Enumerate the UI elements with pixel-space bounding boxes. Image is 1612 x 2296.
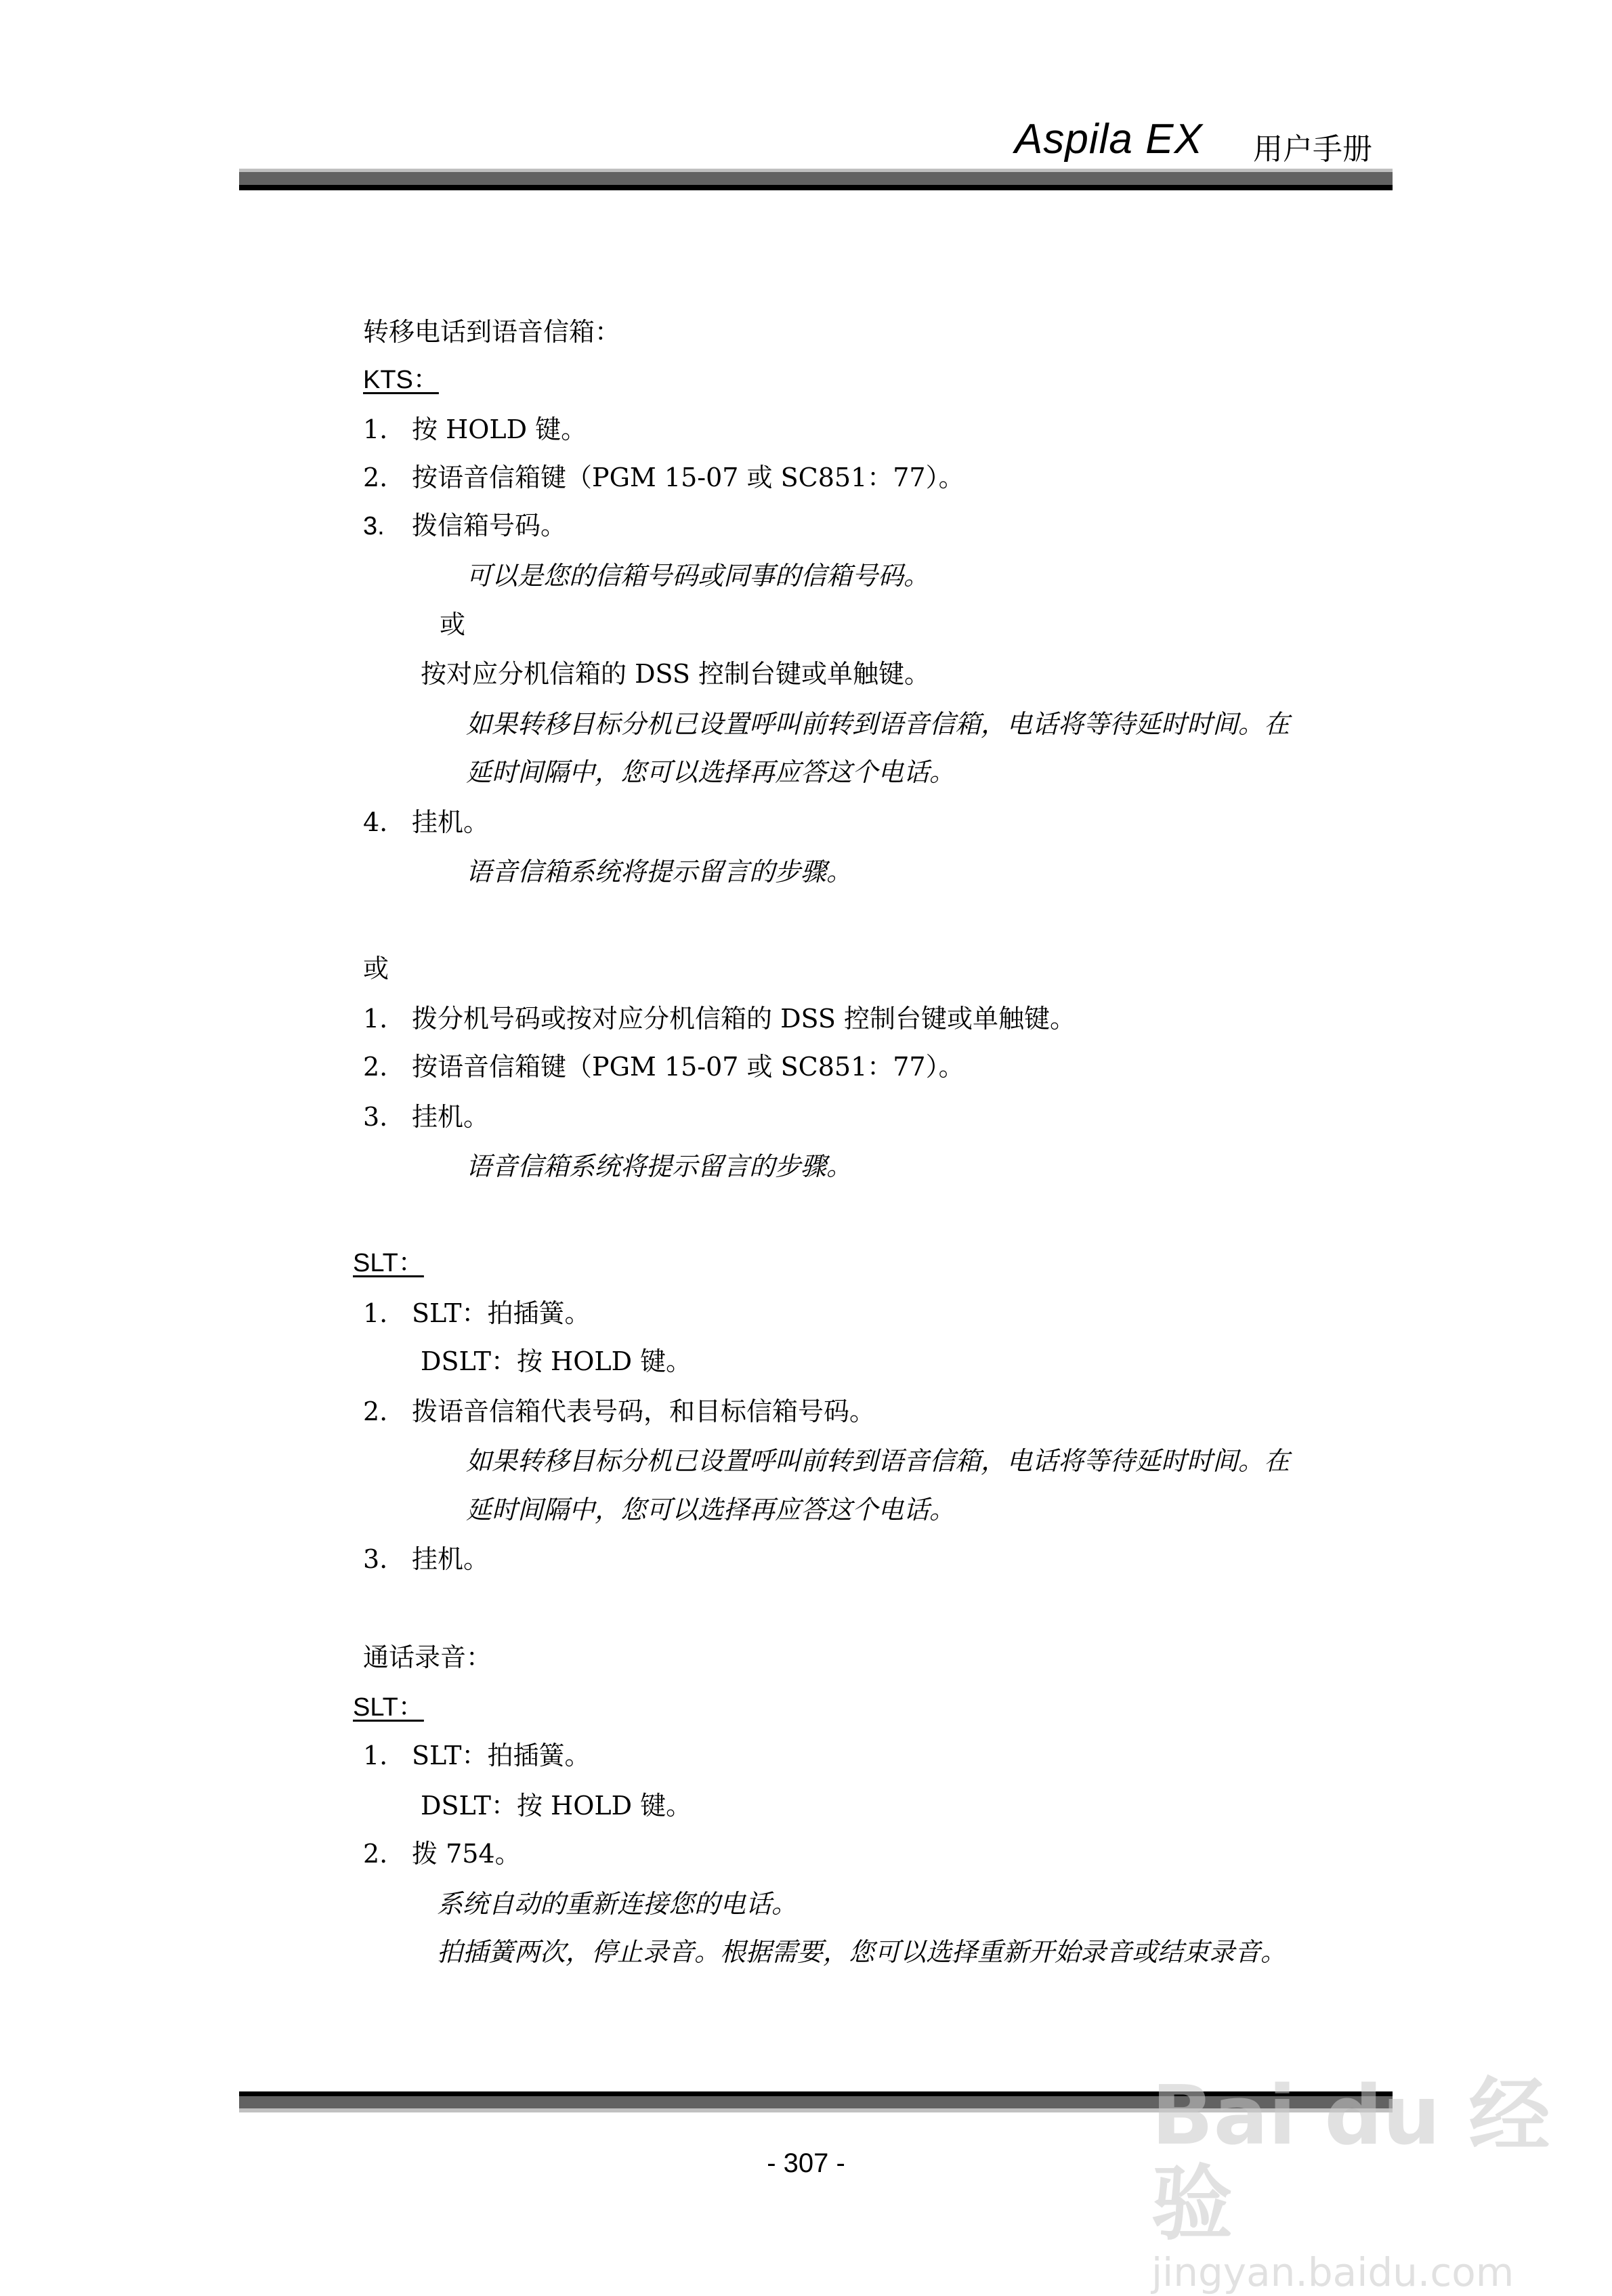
- manual-subtitle: 用户手册: [1253, 133, 1372, 166]
- step-number: 2.: [363, 1839, 388, 1869]
- or-text: 或: [363, 954, 389, 983]
- step-text: 挂机。: [412, 1544, 490, 1574]
- step-note: 延时间隔中，您可以选择再应答这个电话。: [466, 757, 956, 787]
- step-text: 挂机。: [412, 1102, 490, 1132]
- step-text: 按 HOLD 键。: [412, 414, 587, 444]
- step-text: DSLT：按 HOLD 键。: [421, 1346, 692, 1376]
- step-number: 2.: [363, 463, 388, 492]
- step-text: DSLT：按 HOLD 键。: [421, 1791, 692, 1821]
- or-text: 或: [440, 610, 466, 639]
- step-note: 拍插簧两次，停止录音。根据需要，您可以选择重新开始录音或结束录音。: [437, 1937, 1287, 1967]
- subheading-slt: SLT：: [353, 1249, 424, 1277]
- step-number: 3.: [363, 1102, 388, 1132]
- step-number: 1.: [363, 1004, 388, 1034]
- section-heading: 转移电话到语音信箱：: [363, 318, 621, 347]
- step-note: 语音信箱系统将提示留言的步骤。: [466, 1151, 853, 1181]
- subheading-kts: KTS：: [363, 366, 439, 394]
- step-note: 可以是您的信箱号码或同事的信箱号码。: [466, 561, 930, 591]
- baidu-logo: Bai du 经验: [1151, 2069, 1550, 2251]
- baidu-watermark: [1151, 2069, 1612, 2296]
- step-number: 4.: [363, 807, 388, 837]
- step-note: 语音信箱系统将提示留言的步骤。: [466, 857, 853, 887]
- step-number: 1.: [363, 414, 388, 444]
- step-number: 1.: [363, 1741, 388, 1770]
- step-text: 拨分机号码或按对应分机信箱的 DSS 控制台键或单触键。: [412, 1004, 1076, 1034]
- step-text: 按语音信箱键（PGM 15-07 或 SC851：77）。: [412, 1052, 964, 1082]
- step-text: 拨语音信箱代表号码，和目标信箱号码。: [412, 1397, 876, 1426]
- step-text: 拨 754。: [412, 1839, 521, 1869]
- section-heading: 通话录音：: [363, 1644, 492, 1672]
- step-text: 拨信箱号码。: [412, 512, 567, 540]
- step-text: SLT：拍插簧。: [412, 1298, 591, 1328]
- watermark-url: jingyan.baidu.com: [1151, 2249, 1514, 2295]
- step-number: 3.: [363, 512, 385, 540]
- step-note: 如果转移目标分机已设置呼叫前转到语音信箱，电话将等待延时时间。在: [466, 1446, 1290, 1476]
- step-text: 挂机。: [412, 807, 490, 837]
- step-note: 系统自动的重新连接您的电话。: [437, 1889, 798, 1919]
- step-note: 如果转移目标分机已设置呼叫前转到语音信箱，电话将等待延时时间。在: [466, 709, 1290, 739]
- step-number: 2.: [363, 1397, 388, 1426]
- step-number: 1.: [363, 1298, 388, 1328]
- step-number: 2.: [363, 1052, 388, 1082]
- step-number: 3.: [363, 1544, 388, 1574]
- step-text: 按对应分机信箱的 DSS 控制台键或单触键。: [421, 659, 931, 689]
- subheading-slt: SLT：: [353, 1693, 424, 1722]
- manual-title: Aspila EX: [1015, 116, 1203, 163]
- step-note: 延时间隔中，您可以选择再应答这个电话。: [466, 1495, 956, 1525]
- step-text: SLT：拍插簧。: [412, 1741, 591, 1770]
- step-text: 按语音信箱键（PGM 15-07 或 SC851：77）。: [412, 463, 964, 492]
- page-number: - 307 -: [767, 2148, 845, 2178]
